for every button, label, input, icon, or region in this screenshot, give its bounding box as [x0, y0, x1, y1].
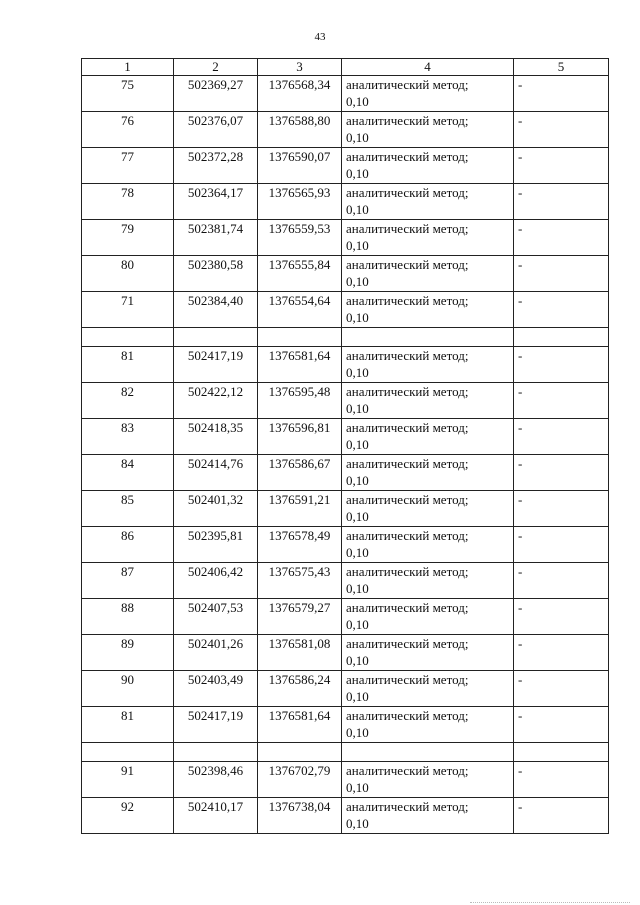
accuracy-text: 0,10: [346, 816, 369, 831]
method-cell: [342, 491, 514, 527]
y-coordinate-cell: 1376702,79: [258, 762, 342, 798]
accuracy-text: 0,10: [346, 130, 369, 145]
point-number-cell: 83: [82, 419, 174, 455]
note-cell: -: [514, 798, 609, 834]
empty-cell: [174, 328, 258, 347]
table-row: [82, 762, 609, 798]
separator-row: [82, 328, 609, 347]
x-coordinate-cell: 502381,74: [174, 220, 258, 256]
method-text: аналитический метод;: [346, 672, 469, 687]
point-number-cell: 76: [82, 112, 174, 148]
point-number-cell: 81: [82, 707, 174, 743]
method-text: аналитический метод;: [346, 384, 469, 399]
accuracy-text: 0,10: [346, 166, 369, 181]
y-coordinate-cell: 1376559,53: [258, 220, 342, 256]
method-cell: [342, 671, 514, 707]
y-coordinate-cell: 1376596,81: [258, 419, 342, 455]
x-coordinate-cell: 502372,28: [174, 148, 258, 184]
table-row: [82, 347, 609, 383]
method-cell: [342, 527, 514, 563]
x-coordinate-cell: 502364,17: [174, 184, 258, 220]
note-cell: -: [514, 599, 609, 635]
point-number-cell: 71: [82, 292, 174, 328]
method-text: аналитический метод;: [346, 528, 469, 543]
empty-cell: [342, 743, 514, 762]
method-cell: [342, 220, 514, 256]
y-coordinate-cell: 1376578,49: [258, 527, 342, 563]
point-number-cell: 82: [82, 383, 174, 419]
note-cell: -: [514, 256, 609, 292]
method-cell: [342, 798, 514, 834]
point-number-cell: 92: [82, 798, 174, 834]
accuracy-text: 0,10: [346, 202, 369, 217]
y-coordinate-cell: 1376586,24: [258, 671, 342, 707]
point-number-cell: 88: [82, 599, 174, 635]
empty-cell: [174, 743, 258, 762]
method-cell: [342, 707, 514, 743]
y-coordinate-cell: 1376581,64: [258, 707, 342, 743]
y-coordinate-cell: 1376590,07: [258, 148, 342, 184]
method-text: аналитический метод;: [346, 221, 469, 236]
x-coordinate-cell: 502418,35: [174, 419, 258, 455]
table-row: [82, 419, 609, 455]
page-number: 43: [314, 31, 326, 43]
point-number-cell: 77: [82, 148, 174, 184]
scan-edge-trace: [470, 900, 630, 903]
method-text: аналитический метод;: [346, 600, 469, 615]
accuracy-text: 0,10: [346, 238, 369, 253]
table-row: [82, 491, 609, 527]
method-cell: [342, 347, 514, 383]
point-number-cell: 85: [82, 491, 174, 527]
x-coordinate-cell: 502410,17: [174, 798, 258, 834]
accuracy-text: 0,10: [346, 274, 369, 289]
y-coordinate-cell: 1376579,27: [258, 599, 342, 635]
table-row: [82, 455, 609, 491]
point-number-cell: 75: [82, 76, 174, 112]
note-cell: -: [514, 383, 609, 419]
method-text: аналитический метод;: [346, 763, 469, 778]
header-cell-5: 5: [514, 59, 609, 76]
method-text: аналитический метод;: [346, 348, 469, 363]
x-coordinate-cell: 502401,32: [174, 491, 258, 527]
point-number-cell: 79: [82, 220, 174, 256]
point-number-cell: 87: [82, 563, 174, 599]
note-cell: -: [514, 762, 609, 798]
note-cell: -: [514, 220, 609, 256]
method-text: аналитический метод;: [346, 420, 469, 435]
y-coordinate-cell: 1376555,84: [258, 256, 342, 292]
accuracy-text: 0,10: [346, 437, 369, 452]
note-cell: -: [514, 347, 609, 383]
method-cell: [342, 419, 514, 455]
method-cell: [342, 455, 514, 491]
header-row: [82, 59, 609, 76]
table-row: [82, 798, 609, 834]
empty-cell: [82, 328, 174, 347]
header-cell-2: 2: [174, 59, 258, 76]
note-cell: -: [514, 707, 609, 743]
accuracy-text: 0,10: [346, 310, 369, 325]
y-coordinate-cell: 1376591,21: [258, 491, 342, 527]
point-number-cell: 84: [82, 455, 174, 491]
accuracy-text: 0,10: [346, 653, 369, 668]
point-number-cell: 80: [82, 256, 174, 292]
table-row: [82, 292, 609, 328]
separator-row: [82, 743, 609, 762]
point-number-cell: 91: [82, 762, 174, 798]
empty-cell: [82, 743, 174, 762]
method-cell: [342, 148, 514, 184]
table-row: [82, 599, 609, 635]
y-coordinate-cell: 1376738,04: [258, 798, 342, 834]
x-coordinate-cell: 502406,42: [174, 563, 258, 599]
header-cell-3: 3: [258, 59, 342, 76]
method-cell: [342, 292, 514, 328]
method-text: аналитический метод;: [346, 456, 469, 471]
method-cell: [342, 762, 514, 798]
method-text: аналитический метод;: [346, 257, 469, 272]
accuracy-text: 0,10: [346, 725, 369, 740]
table-row: [82, 256, 609, 292]
table-row: [82, 563, 609, 599]
accuracy-text: 0,10: [346, 617, 369, 632]
method-cell: [342, 563, 514, 599]
accuracy-text: 0,10: [346, 689, 369, 704]
x-coordinate-cell: 502422,12: [174, 383, 258, 419]
empty-cell: [514, 743, 609, 762]
x-coordinate-cell: 502380,58: [174, 256, 258, 292]
point-number-cell: 90: [82, 671, 174, 707]
table-row: [82, 112, 609, 148]
y-coordinate-cell: 1376595,48: [258, 383, 342, 419]
accuracy-text: 0,10: [346, 365, 369, 380]
method-cell: [342, 112, 514, 148]
table-row: [82, 76, 609, 112]
note-cell: -: [514, 563, 609, 599]
accuracy-text: 0,10: [346, 473, 369, 488]
x-coordinate-cell: 502369,27: [174, 76, 258, 112]
accuracy-text: 0,10: [346, 780, 369, 795]
note-cell: -: [514, 635, 609, 671]
accuracy-text: 0,10: [346, 94, 369, 109]
table-row: [82, 220, 609, 256]
note-cell: -: [514, 76, 609, 112]
x-coordinate-cell: 502401,26: [174, 635, 258, 671]
method-text: аналитический метод;: [346, 799, 469, 814]
empty-cell: [514, 328, 609, 347]
table-row: [82, 184, 609, 220]
method-text: аналитический метод;: [346, 564, 469, 579]
method-cell: [342, 256, 514, 292]
y-coordinate-cell: 1376588,80: [258, 112, 342, 148]
point-number-cell: 78: [82, 184, 174, 220]
accuracy-text: 0,10: [346, 509, 369, 524]
empty-cell: [258, 328, 342, 347]
y-coordinate-cell: 1376586,67: [258, 455, 342, 491]
method-cell: [342, 76, 514, 112]
method-text: аналитический метод;: [346, 492, 469, 507]
table-row: [82, 635, 609, 671]
method-text: аналитический метод;: [346, 185, 469, 200]
method-cell: [342, 635, 514, 671]
accuracy-text: 0,10: [346, 545, 369, 560]
header-cell-1: 1: [82, 59, 174, 76]
point-number-cell: 89: [82, 635, 174, 671]
note-cell: -: [514, 491, 609, 527]
method-text: аналитический метод;: [346, 149, 469, 164]
method-text: аналитический метод;: [346, 77, 469, 92]
method-text: аналитический метод;: [346, 113, 469, 128]
point-number-cell: 86: [82, 527, 174, 563]
y-coordinate-cell: 1376575,43: [258, 563, 342, 599]
x-coordinate-cell: 502384,40: [174, 292, 258, 328]
x-coordinate-cell: 502407,53: [174, 599, 258, 635]
note-cell: -: [514, 455, 609, 491]
note-cell: -: [514, 112, 609, 148]
x-coordinate-cell: 502417,19: [174, 347, 258, 383]
y-coordinate-cell: 1376554,64: [258, 292, 342, 328]
note-cell: -: [514, 184, 609, 220]
header-cell-4: 4: [342, 59, 514, 76]
x-coordinate-cell: 502414,76: [174, 455, 258, 491]
method-text: аналитический метод;: [346, 708, 469, 723]
point-number-cell: 81: [82, 347, 174, 383]
table-row: [82, 148, 609, 184]
method-cell: [342, 184, 514, 220]
method-text: аналитический метод;: [346, 636, 469, 651]
x-coordinate-cell: 502376,07: [174, 112, 258, 148]
note-cell: -: [514, 671, 609, 707]
coordinates-table: [81, 58, 609, 834]
method-cell: [342, 599, 514, 635]
table-row: [82, 707, 609, 743]
x-coordinate-cell: 502417,19: [174, 707, 258, 743]
y-coordinate-cell: 1376581,64: [258, 347, 342, 383]
note-cell: -: [514, 292, 609, 328]
y-coordinate-cell: 1376568,34: [258, 76, 342, 112]
y-coordinate-cell: 1376581,08: [258, 635, 342, 671]
accuracy-text: 0,10: [346, 401, 369, 416]
y-coordinate-cell: 1376565,93: [258, 184, 342, 220]
method-text: аналитический метод;: [346, 293, 469, 308]
note-cell: -: [514, 148, 609, 184]
table-row: [82, 527, 609, 563]
empty-cell: [258, 743, 342, 762]
method-cell: [342, 383, 514, 419]
note-cell: -: [514, 419, 609, 455]
accuracy-text: 0,10: [346, 581, 369, 596]
note-cell: -: [514, 527, 609, 563]
table-row: [82, 671, 609, 707]
table-row: [82, 383, 609, 419]
x-coordinate-cell: 502398,46: [174, 762, 258, 798]
x-coordinate-cell: 502403,49: [174, 671, 258, 707]
coordinates-table-body: [82, 59, 609, 834]
x-coordinate-cell: 502395,81: [174, 527, 258, 563]
empty-cell: [342, 328, 514, 347]
